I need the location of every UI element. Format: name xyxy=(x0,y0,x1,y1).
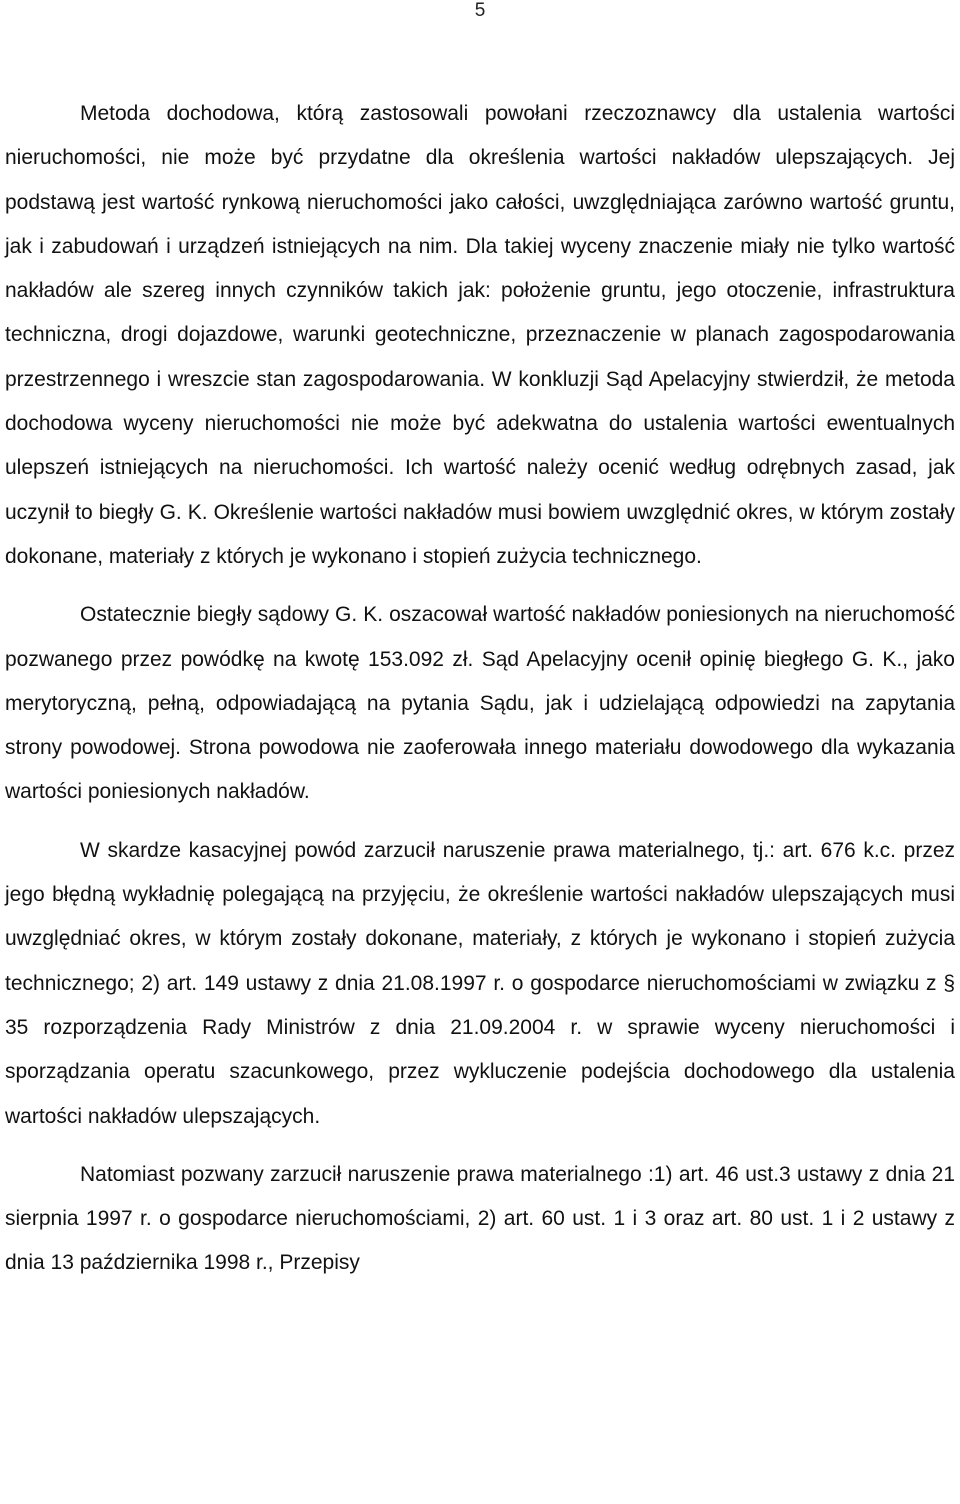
paragraph-plaintiff-cassation: W skardze kasacyjnej powód zarzucił naruszenie prawa materialnego, tj.: art. 676 k.c. przez jego błędną wykładnię polegającą na przyjęciu, że określenie wartości nakładów ulepszających musi uwzględniać okres, w którym zostały dokonane, materiały, z których je wykonano i stopień zużycia technicznego; 2) art. 149 ustawy z dnia 21.08.1997 r. o gospodarce nieruchomościami w związku z § 35 rozporządzenia Rady Ministrów z dnia 21.09.2004 r. w sprawie wyceny nieruchomości i sporządzania operatu szacunkowego, przez wykluczenie podejścia dochodowego dla ustalenia wartości nakładów ulepszających. xyxy=(5,838,955,1128)
paragraph-income-method: Metoda dochodowa, którą zastosowali powołani rzeczoznawcy dla ustalenia wartości nieruchomości, nie może być przydatne dla określenia wartości nakładów ulepszających. Jej podstawą jest wartość rynkową nieruchomości jako całości, uwzględniająca zarówno wartość gruntu, jak i zabudowań i urządzeń istniejących na nim. Dla takiej wyceny znaczenie miały nie tylko wartość nakładów ale szereg innych czynników takich jak: położenie gruntu, jego otoczenie, infrastruktura techniczna, drogi dojazdowe, warunki geotechniczne, przeznaczenie w planach zagospodarowania przestrzennego i wreszcie stan zagospodarowania. W konkluzji Sąd Apelacyjny stwierdził, że metoda dochodowa wyceny nieruchomości nie może być adekwatna do ustalenia wartości ewentualnych ulepszeń istniejących na nieruchomości. Ich wartość należy ocenić według odrębnych zasad, jak uczynił to biegły G. K. Określenie wartości nakładów musi bowiem uwzględnić okres, w którym zostały dokonane, materiały z których je wykonano i stopień zużycia technicznego. xyxy=(5,102,955,568)
paragraph-gap xyxy=(5,815,955,829)
paragraph-gap xyxy=(5,1139,955,1153)
document-body xyxy=(5,92,955,1286)
paragraph-expert-valuation: Ostatecznie biegły sądowy G. K. oszacował wartość nakładów poniesionych na nieruchomość pozwanego przez powódkę na kwotę 153.092 zł. Sąd Apelacyjny ocenił opinię biegłego G. K., jako merytoryczną, pełną, odpowiadającą na pytania Sądu, jak i udzielającą odpowiedzi na zapytania strony powodowej. Strona powodowa nie zaoferowała innego materiału dowodowego dla wykazania wartości poniesionych nakładów. xyxy=(5,603,955,804)
paragraph-gap xyxy=(5,579,955,593)
page-number: 5 xyxy=(474,0,486,21)
paragraph-defendant-charges: Natomiast pozwany zarzucił naruszenie prawa materialnego :1) art. 46 ust.3 ustawy z dnia 21 sierpnia 1997 r. o gospodarce nieruchomościami, 2) art. 60 ust. 1 i 3 oraz art. 80 ust. 1 i 2 ustawy z dnia 13 października 1998 r., Przepisy xyxy=(5,1162,955,1275)
